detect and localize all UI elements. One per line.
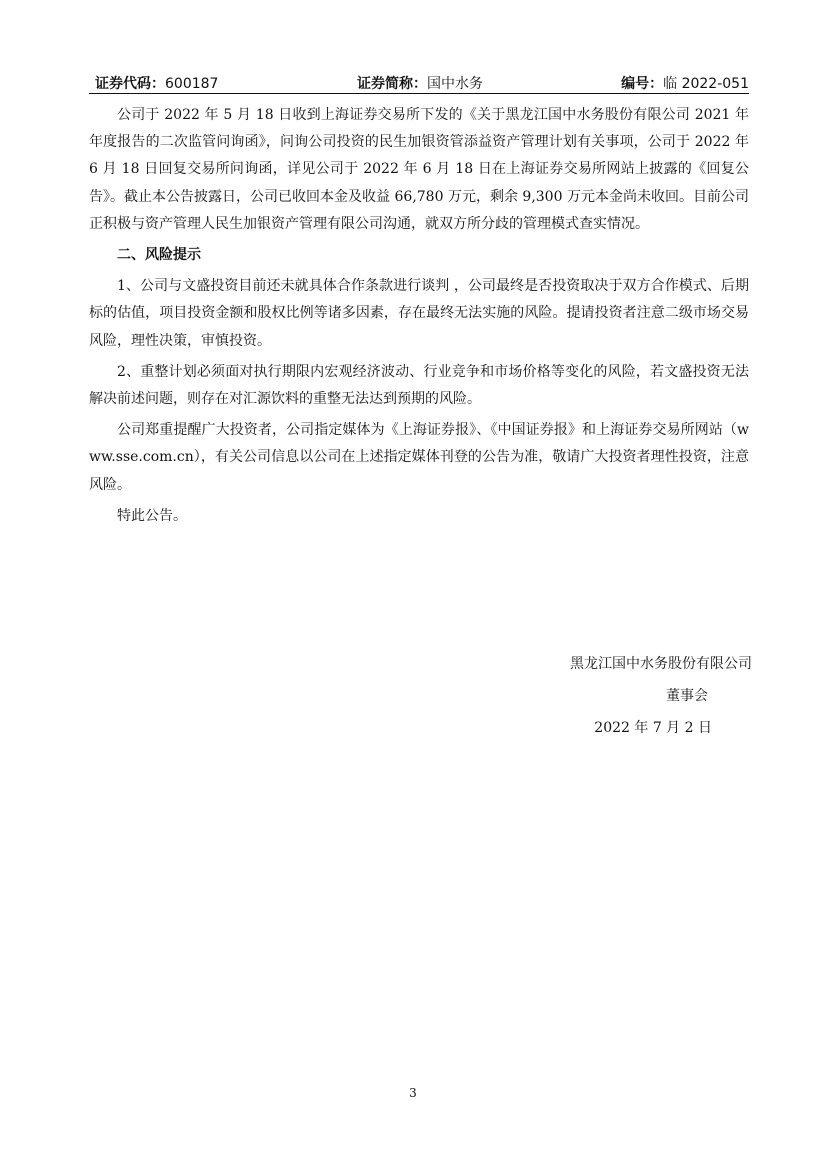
- signature-board: 董事会: [666, 688, 708, 704]
- announcement-number-label: 编号：: [621, 76, 664, 92]
- paragraph-risk-2: 2、重整计划必须面对执行期限内宏观经济波动、行业竞争和市场价格等变化的风险，若文盛投资无法解决前述问题，则存在对汇源饮料的重整无法达到预期的风险。: [89, 363, 749, 408]
- section-title-risk: 二、风险提示: [117, 247, 201, 264]
- security-abbreviation: [357, 73, 483, 93]
- document-header: [89, 71, 749, 94]
- announcement-number: [621, 73, 749, 93]
- paragraph-inquiry: 公司于 2022 年 5 月 18 日收到上海证券交易所下发的《关于黑龙江国中水务股份有限公司 2021 年年度报告的二次监管问询函》，问询公司投资的民生加银资管添益资产管理计划有关事项，公司于 2022 年 6 月 18 日回复交易所问询函，详见公司于 2022 年 6 月 18 日在上海证券交易所网站上披露的《回复公告》。截止本公告披露日，公司已收回本金及收益 66,780 万元，剩余 9,300 万元本金尚未收回。目前公司正积极与资产管理人民生加银资产管理有限公司沟通，就双方所分歧的管理模式查实情况。: [89, 107, 749, 232]
- signature-block: [570, 648, 752, 744]
- paragraph-closing: 特此公告。: [117, 507, 187, 524]
- signature-company: 黑龙江国中水务股份有限公司: [570, 656, 752, 672]
- security-code-value: 600187: [165, 76, 219, 92]
- security-code-label: 证券代码：: [95, 76, 165, 92]
- page-number: 3: [409, 1086, 417, 1100]
- paragraph-reminder: 公司郑重提醒广大投资者，公司指定媒体为《上海证券报》、《中国证券报》和上海证券交易所网站（www.sse.com.cn），有关公司信息以公司在上述指定媒体刊登的公告为准，敬请广大投资者理性投资，注意风险。: [89, 422, 749, 493]
- announcement-number-value: 临 2022-051: [663, 76, 749, 92]
- security-abbreviation-label: 证券简称：: [357, 76, 427, 92]
- security-code: [95, 73, 218, 93]
- security-abbreviation-value: 国中水务: [427, 76, 483, 92]
- signature-date: 2022 年 7 月 2 日: [594, 720, 712, 736]
- document-body: [89, 102, 749, 530]
- paragraph-risk-1: 1、公司与文盛投资目前还未就具体合作条款进行谈判 ，公司最终是否投资取决于双方合作模式、后期标的估值，项目投资金额和股权比例等诸多因素，存在最终无法实施的风险。提请投资者注意二级市场交易风险，理性决策，审慎投资。: [89, 278, 749, 349]
